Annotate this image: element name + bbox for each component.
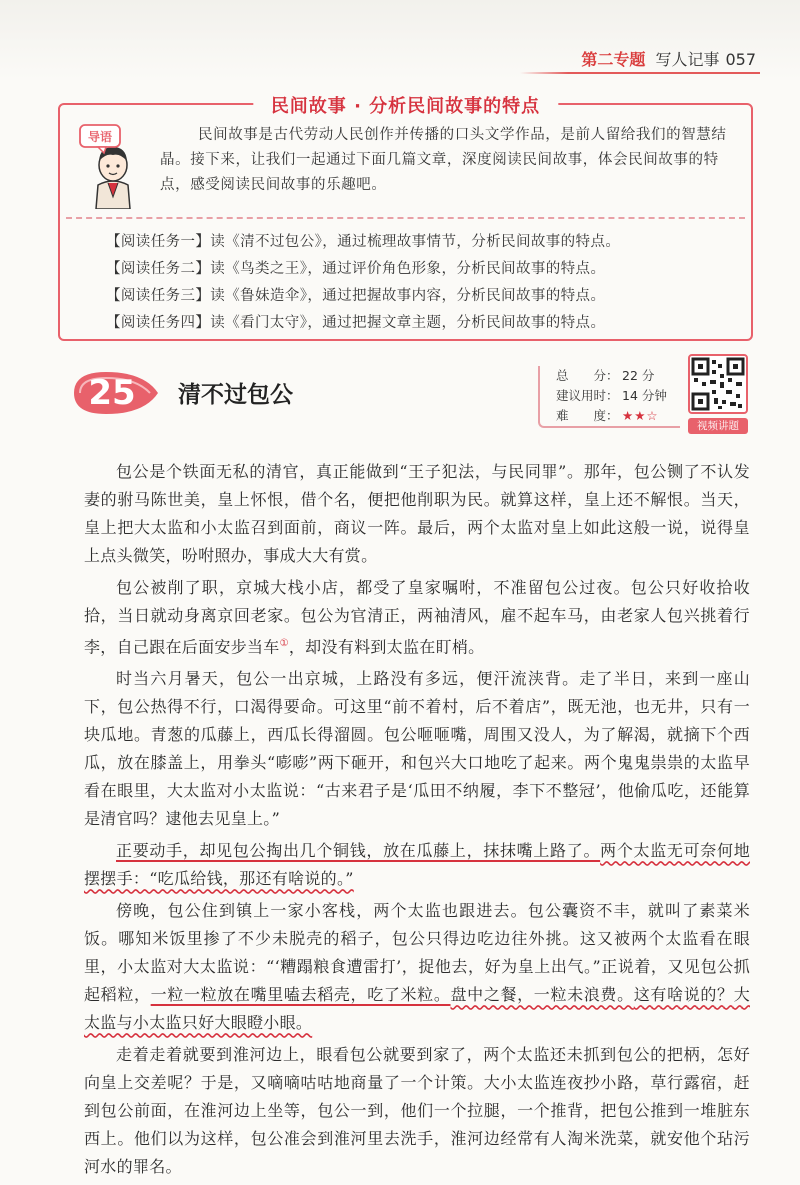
paragraph: 包公是个铁面无私的清官，真正能做到“王子犯法，与民同罪”。那年，包公铡了不认发妻的驸马陈世美，皇上怀恨，借个名，便把他削职为民。就算这样，皇上还不解恨。当天，皇上把大太监和小太监召到面前，商议一阵。最后，两个太监对皇上如此这般一说，说得皇上点头微笑，吩咐照办，事成大大有赏。 xyxy=(84,462,750,565)
intro-paragraph-text: 民间故事是古代劳动人民创作并传播的口头文学作品，是前人留给我们的智慧结晶。接下来，让我们一起通过下面几篇文章，深度阅读民间故事，体会民间故事的特点，感受阅读民间故事的乐趣吧。 xyxy=(160,127,727,193)
reading-task: 【阅读任务三】读《鲁妹造伞》，通过把握故事内容，分析民间故事的特点。 xyxy=(106,288,606,304)
lesson-number: 25 xyxy=(88,373,136,413)
story-body xyxy=(84,458,750,1185)
paragraph: 时当六月暑天，包公一出京城，上路没有多远，便汗流浃背。走了半日，来到一座山下，包公热得不行，口渴得要命。可这里“前不着村，后不着店”，既无池，也无井，只有一块瓜地。青葱的瓜藤上，西瓜长得溜圆。包公咂咂嘴，周围又没人，为了解渴，就摘下个西瓜，放在膝盖上，用拳头“嘭嘭”两下砸开，和包兴大口地吃了起来。两个鬼鬼祟祟的太监早看在眼里，大太监对小太监说：“古来君子是‘瓜田不纳履，李下不整冠’，他偷瓜吃，还能算是清官吗？逮他去见皇上。” xyxy=(84,669,750,829)
chapter-label: 写人记事 xyxy=(655,50,720,69)
wavy-underlined-sentence: 这有啥说的？大太监与小太监只好大眼瞪小眼。 xyxy=(84,985,750,1033)
underlined-sentence: 正要动手，却见包公掏出几个铜钱，放在瓜藤上，抹抹嘴上路了。 xyxy=(116,841,601,861)
meta-difficulty: 难 度： ★★☆ xyxy=(556,408,659,423)
page-number: 057 xyxy=(725,50,756,69)
wavy-underlined-sentence: 两个太监无可奈何地摆摆手：“吃瓜给钱，那还有啥说的。” xyxy=(84,841,750,889)
footnote-marker: ① xyxy=(279,638,289,649)
guide-avatar-icon xyxy=(78,121,148,209)
paragraph xyxy=(84,837,750,893)
meta-score: 总 分： 22 分 xyxy=(556,368,655,383)
lesson-number-badge xyxy=(66,370,160,416)
qr-code-icon[interactable] xyxy=(688,354,748,414)
difficulty-stars: ★★☆ xyxy=(622,408,659,423)
lesson-title: 清不过包公 xyxy=(178,382,293,408)
paragraph: 包公被削了职，京城大栈小店，都受了皇家嘱咐，不准留包公过夜。包公只好收拾收拾，当日就动身离京回老家。包公为官清正，两袖清风，雇不起车马，由老家人包兴挑着行李，自己跟在后面安步当车①，却没有料到太监在盯梢。 xyxy=(84,578,750,657)
page-header xyxy=(0,0,800,80)
intro-divider xyxy=(66,217,745,219)
section-label: 第二专题 xyxy=(581,50,646,69)
reading-task-list xyxy=(106,229,746,337)
header-rule xyxy=(520,72,760,74)
paragraph: 傍晚，包公住到镇上一家小客栈，两个太监也跟进去。包公囊资不丰，就叫了素菜米饭。哪知米饭里掺了不少未脱壳的稻子，包公只得边吃边往外挑。这又被两个太监看在眼里，小太监对大太监说：“‘糟蹋粮食遭雷打’，捉他去，好为皇上出气。”正说着，又见包公抓起稻粒，一粒一粒放在嘴里嗑去稻壳，吃了米粒。盘中之餐，一粒未浪费。这有啥说的？大太监与小太监只好大眼瞪小眼。 xyxy=(84,901,750,1033)
intro-title: 民间故事 · 分析民间故事的特点 xyxy=(253,92,558,118)
paragraph: 走着走着就要到淮河边上，眼看包公就要到家了，两个太监还未抓到包公的把柄，怎好向皇上交差呢？于是，又嘀嘀咕咕地商量了一个计策。大小太监连夜抄小路，草行露宿，赶到包公前面，在淮河边上坐等，包公一到，他们一个拉腿，一个推背，把包公推到一堆脏东西上。他们以为这样，包公准会到淮河里去洗手，淮河边经常有人淘米洗菜，就安他个玷污河水的罪名。 xyxy=(84,1045,750,1177)
guide-badge-text: 导语 xyxy=(87,130,113,144)
intro-box xyxy=(58,96,753,341)
intro-paragraph xyxy=(160,123,740,198)
running-head xyxy=(581,47,756,70)
reading-task: 【阅读任务二】读《鸟类之王》，通过评价角色形象，分析民间故事的特点。 xyxy=(106,261,606,277)
meta-time: 建议用时： 14 分钟 xyxy=(556,388,667,403)
reading-task: 【阅读任务四】读《看门太守》，通过把握文章主题，分析民间故事的特点。 xyxy=(106,315,606,331)
reading-task: 【阅读任务一】读《清不过包公》，通过梳理故事情节，分析民间故事的特点。 xyxy=(106,234,621,250)
wavy-underlined-sentence: 盘中之餐，一粒未浪费。 xyxy=(450,985,634,1005)
video-explain-button[interactable]: 视频讲题 xyxy=(688,418,748,434)
underlined-sentence: 一粒一粒放在嘴里嗑去稻壳，吃了米粒。 xyxy=(150,985,451,1005)
lesson-meta xyxy=(556,366,667,426)
